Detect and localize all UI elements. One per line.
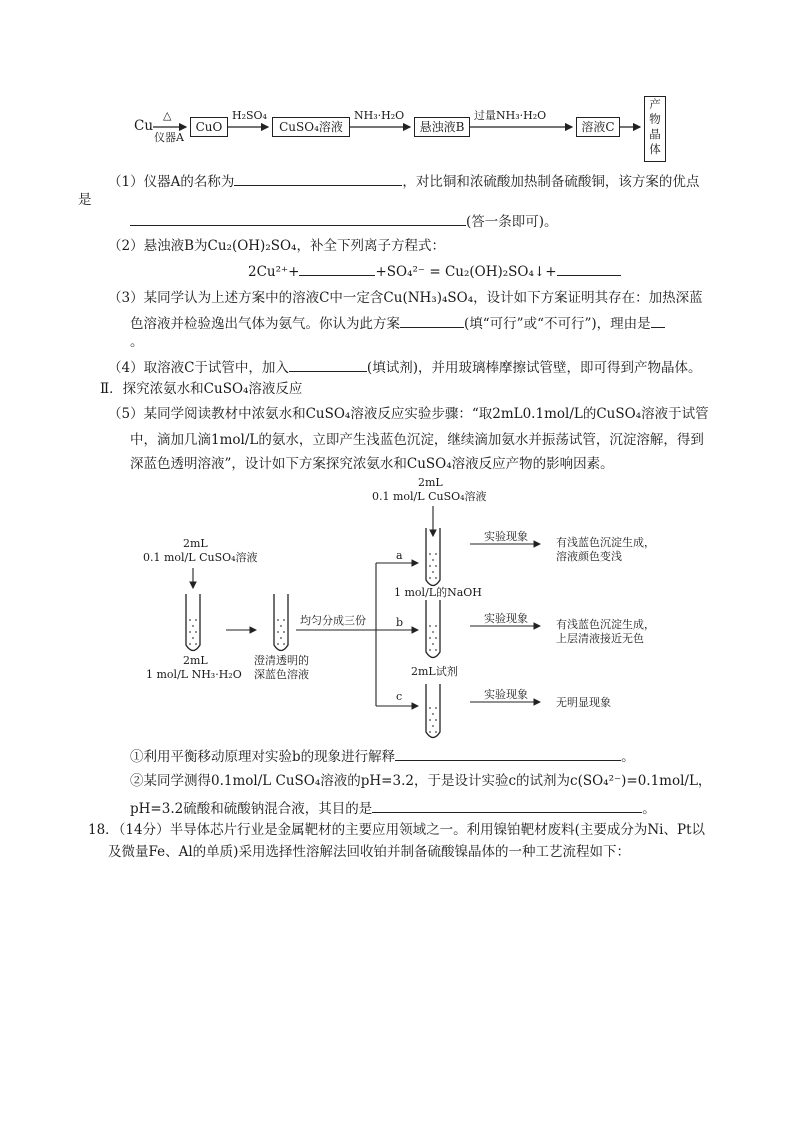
- left-reagent-volume: 2mL: [183, 537, 208, 550]
- test-tube-b: [426, 600, 440, 658]
- branch-c: c: [396, 690, 403, 703]
- top-reagent-name: 0.1 mol/L CuSO₄溶液: [372, 490, 487, 503]
- q1-line2: 是: [78, 192, 92, 208]
- flow-reagent-nh3: NH₃·H₂O: [354, 109, 405, 122]
- q3-line2: 色溶液并检验逸出气体为氨气。你认为此方案 (填“可行”或“不可行”)，理由是: [130, 313, 665, 333]
- result-b-1: 有浅蓝色沉淀生成，: [556, 618, 655, 631]
- observation-b: 实验现象: [484, 612, 528, 625]
- q1-line1: （1）仪器A的名称为 ，对比铜和浓硫酸加热制备硫酸铜，该方案的优点: [108, 171, 699, 191]
- q18-line2: 及微量Fe、Al的单质)采用选择性溶解法回收铂并制备硫酸镍晶体的一种工艺流程如下：: [108, 844, 630, 860]
- top-reagent-volume: 2mL: [418, 476, 443, 489]
- q5-line3: 深蓝色透明溶液”，设计如下方案探究浓氨水和CuSO₄溶液反应产物的影响因素。: [130, 456, 614, 472]
- q5-2-line1: ②某同学测得0.1mol/L CuSO₄溶液的pH=3.2，于是设计实验c的试剂为c(SO₄²⁻)=0.1mol/L，: [130, 773, 712, 789]
- left-reagent-name: 0.1 mol/L CuSO₄溶液: [143, 551, 258, 564]
- q2-blank-1[interactable]: [299, 261, 375, 276]
- test-tube-a: [426, 528, 440, 586]
- result-a-1: 有浅蓝色沉淀生成，: [556, 536, 655, 549]
- q5-1-line: ①利用平衡移动原理对实验b的现象进行解释 。: [130, 746, 635, 766]
- branch-a: a: [396, 549, 403, 562]
- q3-line1: （3）某同学认为上述方案中的溶液C中一定含Cu(NH₃)₄SO₄，设计如下方案证明其存在：加热深蓝: [108, 290, 703, 306]
- test-tube-left: [186, 594, 200, 651]
- naoh-label: 1 mol/L的NaOH: [394, 586, 482, 599]
- observation-a: 实验现象: [484, 530, 528, 543]
- branch-b: b: [396, 616, 404, 629]
- test-tube-middle: [274, 594, 288, 651]
- flow-instrument-label: 仪器A: [154, 131, 184, 144]
- flow-cu: Cu: [134, 118, 154, 134]
- part-2-heading: Ⅱ．探究浓氨水和CuSO₄溶液反应: [100, 381, 303, 397]
- q5-line2: 中，滴加几滴1mol/L的氨水，立即产生浅蓝色沉淀，继续滴加氨水并振荡试管，沉淀溶解，得到: [130, 432, 704, 448]
- flow-box-cuso4: CuSO₄溶液: [272, 117, 350, 137]
- q2-equation: 2Cu²⁺+ +SO₄²⁻ = Cu₂(OH)₂SO₄↓+: [248, 261, 621, 281]
- flow-box-product-crystal: 产 物 晶 体: [644, 96, 666, 162]
- q4-line: （4）取溶液C于试管中，加入 (填试剂)，并用玻璃棒摩擦试管壁，即可得到产物晶体。: [108, 357, 701, 377]
- q18-line1: 18．（14分）半导体芯片行业是金属靶材的主要应用领域之一。利用镍铂靶材废料(主要成分为Ni、Pt以: [88, 822, 706, 838]
- split-label: 均匀分成三份: [300, 614, 366, 627]
- result-c: 无明显现象: [556, 696, 611, 709]
- bottom-reagent-volume: 2mL: [183, 654, 208, 667]
- q3-line3: 。: [130, 334, 144, 350]
- flow-reagent-h2so4: H₂SO₄: [232, 109, 267, 122]
- middle-desc-2: 深蓝色溶液: [254, 668, 309, 681]
- q5-line1: （5）某同学阅读教材中浓氨水和CuSO₄溶液反应实验步骤：“取2mL0.1mol/L的CuSO₄溶液于试管: [108, 406, 709, 422]
- q5-2-line2: pH=3.2硫酸和硫酸钠混合液，其目的是 。: [130, 798, 656, 818]
- flow-heat-symbol: △: [163, 109, 172, 122]
- reagent-c-label: 2mL试剂: [411, 665, 458, 678]
- q1-blank-instrument[interactable]: [234, 171, 402, 186]
- result-a-2: 溶液颜色变浅: [556, 550, 622, 563]
- middle-desc-1: 澄清透明的: [254, 654, 309, 667]
- flow-box-solution-c: 溶液C: [576, 117, 620, 137]
- q1-blank-advantage[interactable]: [130, 211, 466, 226]
- bottom-reagent-name: 1 mol/L NH₃·H₂O: [146, 668, 242, 681]
- q5-2-blank[interactable]: [372, 798, 642, 813]
- flow-box-suspension-b: 悬浊液B: [414, 117, 470, 137]
- flow-box-cuo: CuO: [190, 117, 228, 137]
- observation-c: 实验现象: [484, 688, 528, 701]
- q1-line3: (答一条即可)。: [130, 211, 558, 231]
- q5-1-blank[interactable]: [395, 746, 621, 761]
- q3-blank-reason[interactable]: [651, 313, 665, 328]
- test-tube-c: [426, 684, 440, 738]
- q4-blank-reagent[interactable]: [289, 357, 367, 372]
- q2-blank-2[interactable]: [557, 261, 621, 276]
- q3-blank-feasible[interactable]: [400, 313, 464, 328]
- q2-prompt: （2）悬浊液B为Cu₂(OH)₂SO₄，补全下列离子方程式：: [108, 238, 445, 254]
- flow-reagent-excess-nh3: 过量NH₃·H₂O: [474, 109, 547, 122]
- result-b-2: 上层清液接近无色: [556, 632, 644, 645]
